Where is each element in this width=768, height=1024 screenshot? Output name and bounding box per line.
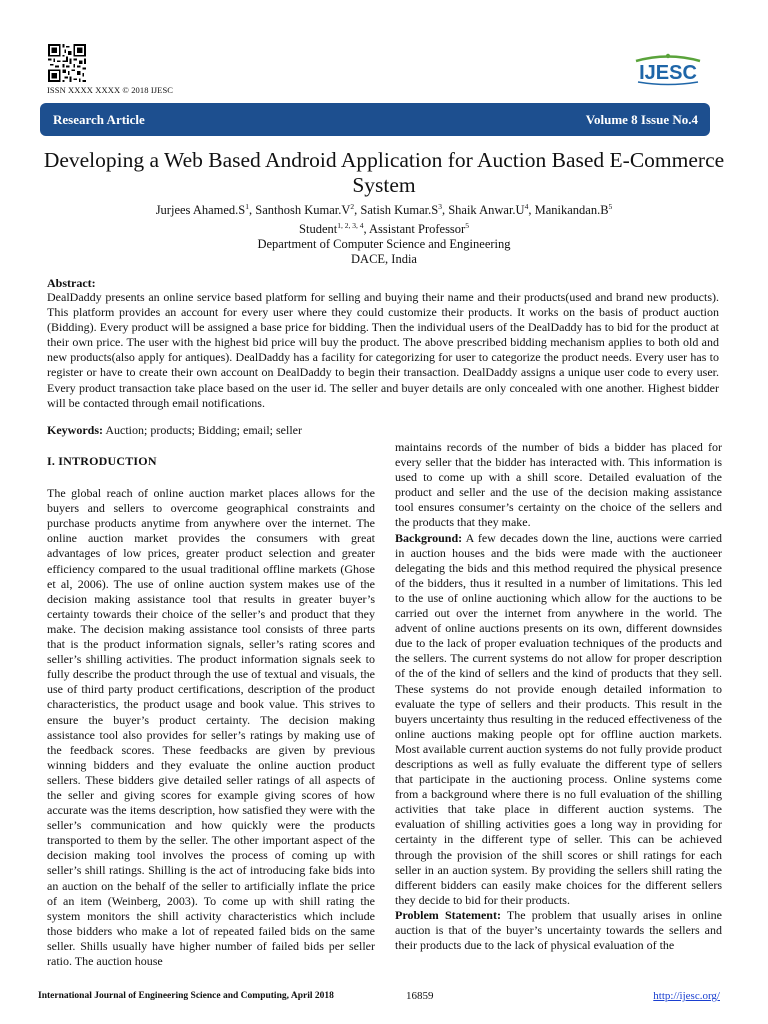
article-banner (40, 103, 710, 136)
page-number: 16859 (406, 990, 434, 1002)
background-paragraph (395, 531, 722, 908)
right-column (395, 440, 722, 953)
problem-text: The problem that usually arises in online auction is that of the buyer’s uncertainty towards the sellers and their products due to the lack of physical evaluation of the (395, 907, 722, 953)
problem-paragraph (395, 908, 722, 953)
role-name: Student (299, 222, 338, 237)
ijesc-logo (628, 52, 708, 86)
background-text: A few decades down the line, auctions were carried in auction houses and the bids were made with the auctioneer delegating the bids and this method required the physical presence of the bidders, thus it resulted in a number of limitations. This led to the use of online auctioning which allow for the auctions to be carried out over the internet from anywhere in the world. The advent of online auctions presents on its own, different downsides due to the lack of proper evaluation techniques of the products and the sellers. The current systems do not allow for proper description of the of the kind of sellers and the kind of products that they sell. These systems do not provide enough detailed information to evaluate the type of sellers and their products. This result in the buyers uncertainty thus resulting in the reduced effectiveness of the online auctions making people opt for offline auction markets. Most available current auction systems do not fully provide product descriptions as well as fully evaluate the different type of sellers that participate in the auctioning process. Online systems come from a background where there is no full evaluation of the shilling activities that take place in different auction systems. The evaluation of shilling activities goes a long way in providing for certainty in the different type of seller. This can be achieved through the provision of the shill scores or shill ratings for each seller in an auction system. By providing the sellers shill rating the different bidders can easily make choices for the different sellers they decide to bid for their products. (395, 530, 722, 907)
author-block (40, 199, 728, 267)
article-type: Research Article (53, 112, 145, 127)
author-list (40, 199, 728, 218)
author-name: Shaik Anwar.U (448, 203, 525, 218)
keywords (47, 423, 302, 438)
author-name: Jurjees Ahamed.S (155, 203, 246, 218)
author-separator: , (441, 203, 449, 218)
intro-continuation: maintains records of the number of bids a bidder has placed for every seller that the bidder has interacted with. This information is used to come up with a shill score. Detailed evaluation of the product and seller and the use of the decision making assistance tool ensures consumer’s certainty on the choice of the sellers and the products that they make. (395, 440, 722, 530)
author-separator: , (249, 203, 256, 218)
abstract-text: DealDaddy presents an online service based platform for selling and buying their name and their products(used and brand new products). This platform provides an account for every user where they could customize their products. It works on the basis of product auction (Bidding). Every product will be assigned a base price for bidding. Then the individual users of the DealDaddy has to bid for the product at their own price. The user with the highest bid price will buy the product. The above prescribed bidding mechanism applies to both old and new products(also apply for antiques). DealDaddy has a facility for categorizing for user to categorize the product needs. Every user has to register or have to create their own account on DealDaddy to begin their transaction. DealDaddy assigns a unique user code to every user. Every product transaction take place based on the user id. The seller and buyer details are only concealed with one another. Highest bidder will be contacted through email notifications. (47, 290, 719, 410)
left-column (47, 454, 375, 969)
author-affiliation-sup: 1 (245, 202, 250, 211)
role-sup: 5 (465, 221, 469, 231)
section-heading: I. INTRODUCTION (47, 454, 157, 468)
author-affiliation-sup: 5 (608, 202, 613, 211)
journal-link[interactable]: http://ijesc.org/ (653, 990, 720, 1002)
footer-journal: International Journal of Engineering Science and Computing, April 2018 (38, 991, 334, 1001)
keywords-text: Auction; products; Bidding; email; seller (103, 423, 302, 437)
author-name: Satish Kumar.S (360, 203, 439, 218)
paper-title: Developing a Web Based Android Application for Auction Based E-Commerce System (43, 148, 725, 197)
problem-label: Problem Statement: (395, 907, 501, 922)
abstract-heading: Abstract: (47, 276, 96, 290)
author-name: Manikandan.B (534, 203, 609, 218)
author-separator: , (354, 203, 361, 218)
author-roles (40, 218, 728, 237)
institution: DACE, India (351, 252, 417, 267)
department: Department of Computer Science and Engineering (257, 237, 511, 252)
author-name: Santhosh Kumar.V (255, 203, 351, 218)
background-label: Background: (395, 530, 463, 545)
qr-code-icon (48, 44, 86, 82)
intro-paragraph: The global reach of online auction market places allows for the buyers and sellers to overcome geographical constraints and purchase products anytime from anywhere over the internet. The online auction market provides the consumers with great advantages of low prices, greater product selection and greater efficiency compared to the usual traditional offline markets (Ghose et al, 2006). The use of online auction system makes use of the decision making assistance tool that results in greater buyer’s certainty towards their choice of the seller’s and product that they make. The decision making assistance tool consists of three parts that is the product information signals, seller’s rating scores and seller’s shilling activities. The product information signals seek to fully describe the product through the use of textual and visuals, the use of third party product certifications, description of the product characteristics, the product usage and book value. This strives to ensure the buyer’s product certainty. The decision making assistance tool also provides for seller’s ratings by making use of the feedback scores. These feedbacks are given by previous winning bidders and they evaluate the online auction product sellers. These bidders give detailed seller ratings of all aspects of the seller and giving scores for example giving scores of how accurate was the items description, how satisfied they were with the seller’s communication and how quickly were the products transported to them by the seller. The other important aspect of the decision making tool involves the process of coming up with seller’s shill ratings. Shilling is the act of introducing fake bids into an auction on the behalf of the seller to artificially inflate the price of an item (Weinberg, 2003). To come up with shill rating the system monitors the shill activity characteristics which include those bidders who make a lot of repeated failed bids on the same seller. Shills usually have higher number of failed bids per seller ratio. The auction house (47, 486, 375, 968)
role-name: Assistant Professor (369, 222, 466, 237)
author-affiliation-sup: 3 (438, 202, 442, 211)
author-affiliation-sup: 4 (524, 202, 529, 211)
issn-line: ISSN XXXX XXXX © 2018 IJESC (47, 85, 174, 95)
role-sup: 1, 2, 3, 4 (337, 221, 364, 231)
author-separator: , (528, 203, 535, 218)
author-affiliation-sup: 2 (350, 202, 355, 211)
keywords-label: Keywords: (47, 423, 103, 437)
svg-text:IJESC: IJESC (639, 62, 697, 84)
volume-issue: Volume 8 Issue No.4 (585, 112, 698, 127)
role-separator: , (363, 222, 370, 237)
